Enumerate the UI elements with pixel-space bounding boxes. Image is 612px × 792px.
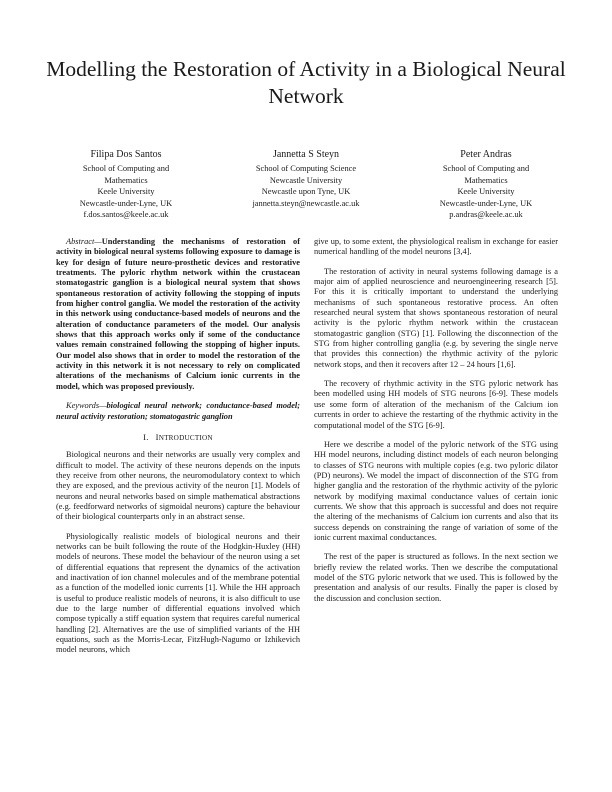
author-email: jannetta.steyn@newcastle.ac.uk: [252, 198, 360, 208]
keywords-text: biological neural network; conductance-based model; neural activity restoration; stomatogastric ganglion: [56, 401, 300, 421]
author-affiliation-line: School of Computing and: [82, 164, 170, 173]
keywords-label: Keywords—: [66, 401, 107, 411]
right-column: [314, 237, 558, 613]
author-affiliation-line: Newcastle-under-Lyne, UK: [79, 198, 173, 208]
author-affiliation-line: Mathematics: [104, 175, 148, 185]
author-email: f.dos.santos@keele.ac.uk: [83, 210, 169, 220]
section-heading-rest: NTRODUCTION: [158, 433, 213, 442]
author-name: Peter Andras: [460, 149, 512, 160]
abstract-text: Understanding the mechanisms of restoration of activity in biological neural systems following exposure to damage is key for design of future neuro-prosthetic devices and restorative treatments. The pyloric rhythm network within the crustacean stomatogastric ganglion is a biological neural system that shows spontaneous restoration of activity following the stopping of inputs from higher control ganglia. We model the restoration of the activity in this network using conductance-based models of neurons and the alteration of conductance parameters of the model. Our analysis shows that this approach works only if some of the conductance values remain constrained following the stopping of higher inputs. Our model also shows that in order to model the restoration of the activity in this network it is not necessary to rely on complicated alterations of the mechanisms of Calcium ionic currents in the model, which was proposed previously.: [56, 237, 300, 391]
author-3: [400, 148, 572, 221]
keywords: [56, 401, 300, 422]
body-paragraph: The rest of the paper is structured as follows. In the next section we briefly review the related works. Then we describe the computational model of the STG pyloric network that we used. This is followed by the presentation and analysis of our results. Finally the paper is closed by the discussion and conclusion section.: [314, 552, 558, 603]
author-affiliation-line: Newcastle-under-Lyne, UK: [439, 198, 533, 208]
abstract: [56, 237, 300, 392]
author-affiliation-line: Keele University: [97, 187, 155, 197]
body-paragraph: Biological neurons and their networks are usually very complex and difficult to model. The activity of these neurons depends on the inputs they receive from other neurons, the neuromodulatory context to which they are exposed, and the previous activity of the neuron [1]. Models of neurons and neural networks based on simple mathematical abstractions (e.g. feedforward networks of sigmoidal neurons) capture the behaviour of their biological counterparts only in an abstract sense.: [56, 450, 300, 522]
author-affiliation-line: Mathematics: [464, 175, 508, 185]
author-2: [220, 148, 392, 221]
body-paragraph: Here we describe a model of the pyloric network of the STG using HH model neurons, including distinct models of each neuron belonging to classes of STG neurons with multiple copies (e.g. two pyloric dilator (PD) neurons). We model the impact of disconnection of the STG from higher ganglia and the restoration of the rhythmic activity of the pyloric network by modifying maximal conductance values of certain ionic currents. We show that this approach is successful and does not require the altering of the mechanisms of Calcium ion currents and also that its success depends on constraining the range of variation of some of the ionic current maximal conductances.: [314, 439, 558, 542]
abstract-label: Abstract—: [66, 237, 102, 246]
body-paragraph: The restoration of activity in neural systems following damage is a major aim of applied neuroscience and neuroengineering research [5]. For this it is critically important to understand the underlying mechanisms of such spontaneous restorative process. An often researched neural system that shows spontaneous restoration of neural activity is the pyloric rhythm network within the crustacean stomatogastric ganglion (STG) [1]. Following the disconnection of the STG from higher controlling ganglia (e.g. by severing the single nerve that provides this connection) the rhythmic activity of the pyloric network stops, and then it recovers after 12 – 24 hours [1,6].: [314, 266, 558, 369]
section-heading-introduction: [56, 432, 300, 443]
author-affiliation-line: Keele University: [457, 187, 515, 197]
body-paragraph: Physiologically realistic models of biological neurons and their networks can be built following the route of the Hodgkin-Huxley (HH) models of neurons. These model the behaviour of the neuron using a set of differential equations that represent the dynamics of the activation and inactivation of ion channel molecules and of the membrane potential as a function of the modelled ionic currents [1]. While the HH approach is useful to produce realistic models of neurons, it is also difficult to use due to the large number of differential equations involved which compose typically a stiff equation system that requires careful numerical handling [2]. Alternatives are the use of simplified variants of the HH equations, such as the Morris-Lecar, FitzHugh-Nagumo or Izhikevich model neurons, which: [56, 531, 300, 655]
body-paragraph: give up, to some extent, the physiological realism in exchange for easier numerical handling of the model neurons [3,4].: [314, 237, 558, 257]
author-1: [40, 148, 212, 221]
paper-title: Modelling the Restoration of Activity in a Biological Neural Network: [46, 57, 566, 108]
author-affiliation-line: Newcastle upon Tyne, UK: [261, 187, 351, 197]
section-numeral: I.: [143, 431, 149, 442]
author-name: Filipa Dos Santos: [90, 149, 162, 160]
section-heading-initial: I: [155, 431, 159, 442]
author-affiliation-line: Newcastle University: [269, 175, 343, 185]
author-name: Jannetta S Steyn: [272, 149, 340, 160]
author-affiliation-line: School of Computing and: [442, 164, 530, 173]
left-column: [56, 237, 300, 665]
author-block: [40, 148, 572, 221]
body-paragraph: The recovery of rhythmic activity in the STG pyloric network has been modelled using HH models of STG neurons [6-9]. These models use some form of alteration of the mechanism of the Calcium ion currents in order to achieve the restarting of the rhythmic activity in the computational model of the STG [6-9].: [314, 379, 558, 430]
author-email: p.andras@keele.ac.uk: [449, 210, 523, 220]
author-affiliation-line: School of Computing Science: [255, 164, 357, 173]
